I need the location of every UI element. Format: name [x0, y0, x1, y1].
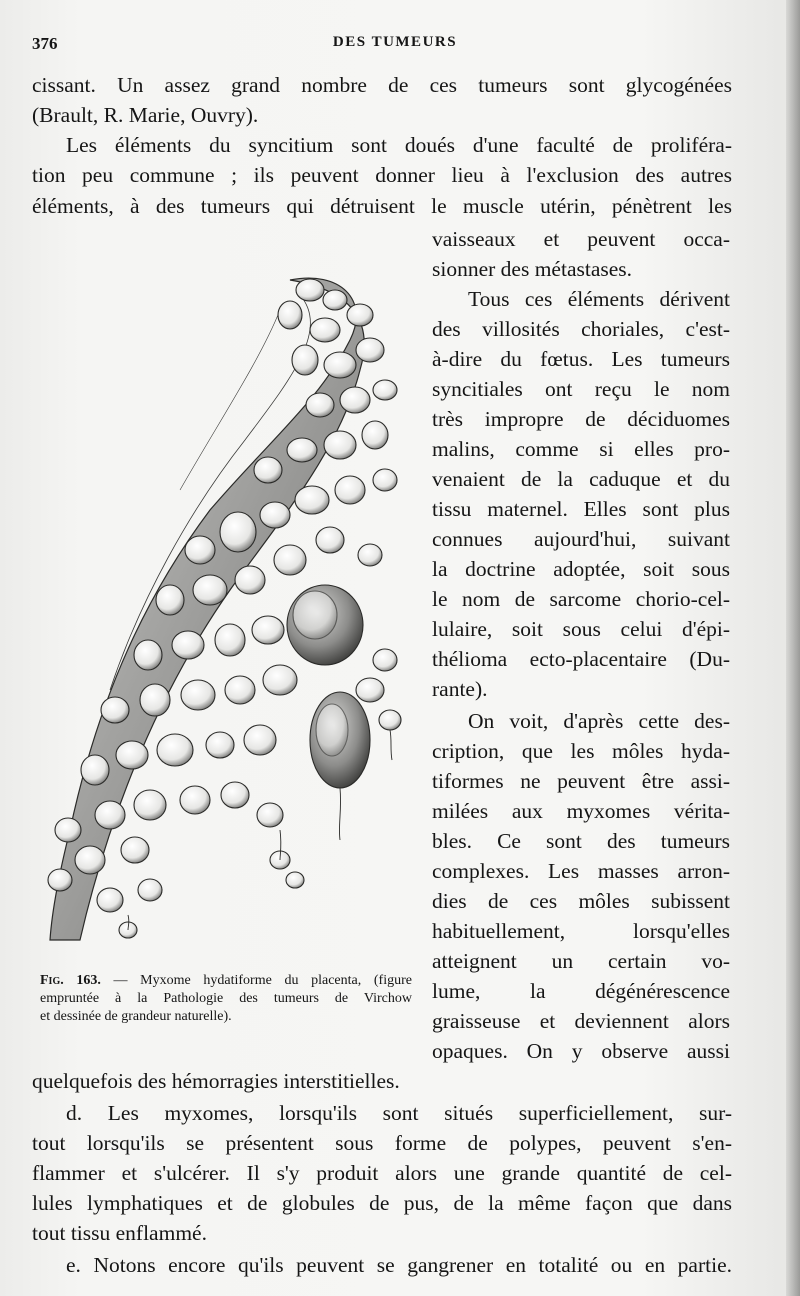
running-title: DES TUMEURS — [332, 34, 458, 50]
text-line: tout tissu enflammé. — [32, 1221, 207, 1245]
text-line: e. Notons encore qu'ils peuvent se gangrener en totalité ou en partie. — [66, 1253, 732, 1277]
caption-line: empruntée à la Pathologie des tumeurs de Virchow — [40, 991, 412, 1006]
column-line: cription, que les môles hyda- — [432, 739, 730, 763]
column-line: venaient de la caduque et du — [432, 467, 730, 491]
column-line: malins, comme si elles pro- — [432, 437, 730, 461]
text-line: lules lymphatiques et de globules de pus, de la même façon que dans — [32, 1191, 732, 1215]
column-line: complexes. Les masses arron- — [432, 859, 730, 883]
figure-caption — [40, 972, 412, 1026]
column-line: vaisseaux et peuvent occa- — [432, 227, 730, 251]
column-line: la doctrine adoptée, soit sous — [432, 557, 730, 581]
column-line: rante). — [432, 677, 488, 701]
column-line: le nom de sarcome chorio-cel- — [432, 587, 730, 611]
page-edge-shadow — [786, 0, 800, 1296]
text-line: quelquefois des hémorragies interstitielles. — [32, 1069, 400, 1093]
column-line: habituellement, lorsqu'elles — [432, 919, 730, 943]
column-line: sionner des métastases. — [432, 257, 633, 281]
column-line: graisseuse et deviennent alors — [432, 1009, 730, 1033]
column-line: des villosités choriales, c'est- — [432, 317, 730, 341]
caption-line — [40, 972, 412, 990]
column-line: dies de ces môles subissent — [432, 889, 730, 913]
text-line: tout lorsqu'ils se présentent sous forme de polypes, peuvent s'en- — [32, 1131, 732, 1155]
column-line: opaques. On y observe aussi — [432, 1039, 730, 1063]
column-line: bles. Ce sont des tumeurs — [432, 829, 730, 853]
figure-label: Fig. 163. — [40, 973, 101, 988]
column-line: à-dire du fœtus. Les tumeurs — [432, 347, 730, 371]
column-line: lume, la dégénérescence — [432, 979, 730, 1003]
column-line: milées aux myxomes vérita- — [432, 799, 730, 823]
column-line: syncitiales ont reçu le nom — [432, 377, 730, 401]
column-line: connues aujourd'hui, suivant — [432, 527, 730, 551]
column-line: très impropre de déciduomes — [432, 407, 730, 431]
text-line: (Brault, R. Marie, Ouvry). — [32, 103, 259, 127]
text-line: flammer et s'ulcérer. Il s'y produit alors une grande quantité de cel- — [32, 1161, 732, 1185]
column-line: tissu maternel. Elles sont plus — [432, 497, 730, 521]
caption-text: — Myxome hydatiforme du placenta, (figure — [113, 973, 412, 988]
page-number: 376 — [32, 34, 58, 53]
column-line: Tous ces éléments dérivent — [468, 287, 730, 311]
text-line: cissant. Un assez grand nombre de ces tumeurs sont glycogénées — [32, 73, 732, 97]
page-header — [32, 34, 758, 58]
hydatidiform-mole-illustration — [40, 270, 420, 950]
text-line: éléments, à des tumeurs qui détruisent le muscle utérin, pénètrent les — [32, 194, 732, 218]
text-line: tion peu commune ; ils peuvent donner lieu à l'exclusion des autres — [32, 163, 732, 187]
column-line: atteignent un certain vo- — [432, 949, 730, 973]
column-line: thélioma ecto-placentaire (Du- — [432, 647, 730, 671]
caption-line: et dessinée de grandeur naturelle). — [40, 1009, 232, 1024]
text-line: Les éléments du syncitium sont doués d'une faculté de proliféra- — [66, 133, 732, 157]
column-line: tiformes ne peuvent être assi- — [432, 769, 730, 793]
column-line: On voit, d'après cette des- — [468, 709, 730, 733]
column-line: lulaire, soit sous celui d'épi- — [432, 617, 730, 641]
text-line: d. Les myxomes, lorsqu'ils sont situés superficiellement, sur- — [66, 1101, 732, 1125]
